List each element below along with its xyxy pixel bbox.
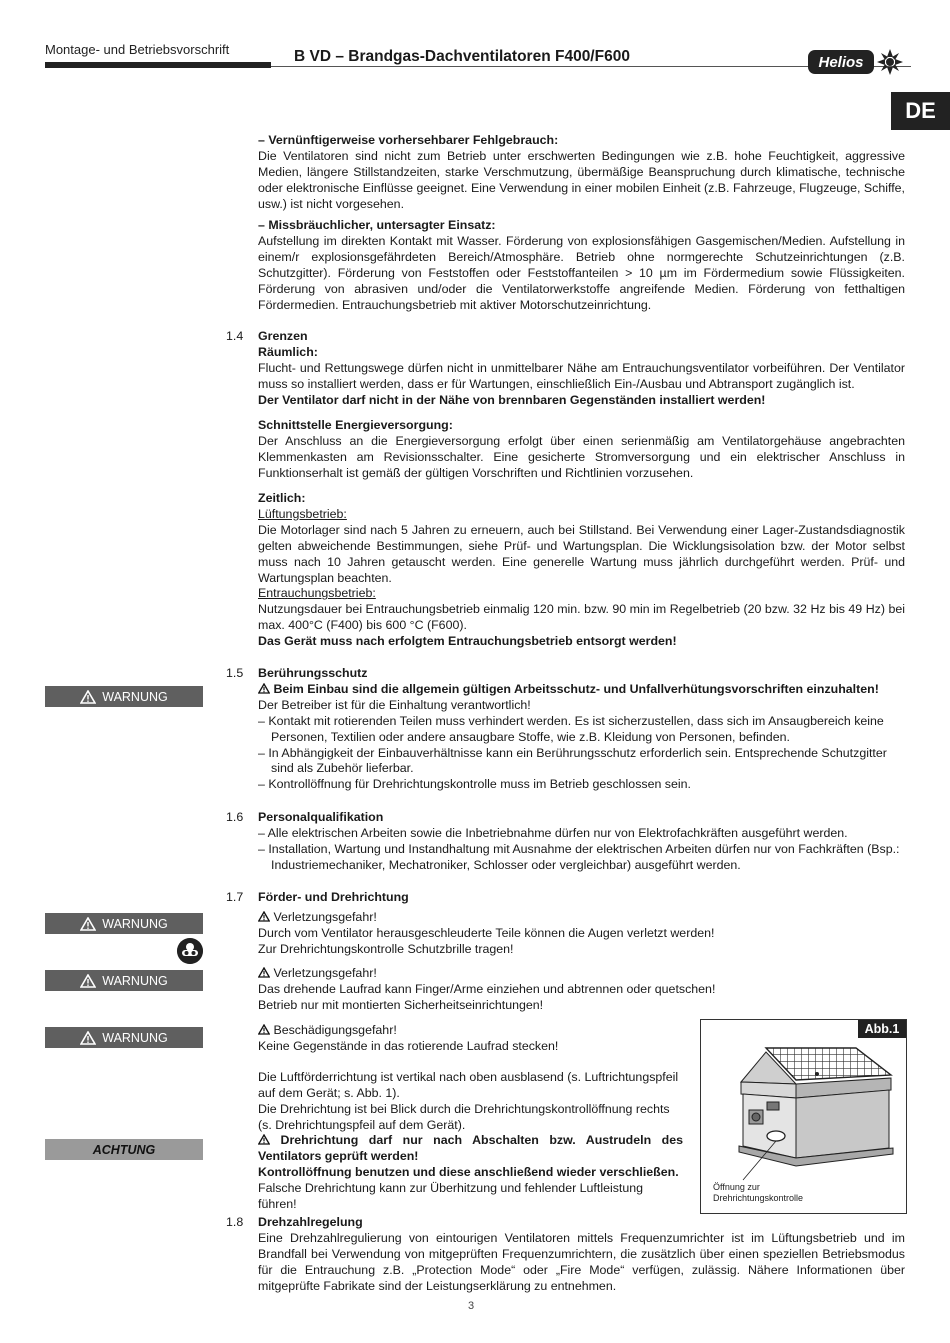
list-item: – Alle elektrischen Arbeiten sowie die Inbetriebnahme dürfen nur von Elektrofachkräften ausgeführt werden. [258, 825, 848, 840]
time-heading: Zeitlich: [258, 491, 306, 505]
figure-caption-line: Öffnung zur [713, 1182, 760, 1192]
spatial-text: Flucht- und Rettungswege dürfen nicht in unmittelbarer Nähe am Entrauchungsventilator vorbeiführen. Der Ventilator muss so installiert werden, dass er für Wartungen, einschließlich Ein-/Ausbau und Abtransport zugänglich ist. [258, 360, 905, 391]
warning-triangle-icon [258, 911, 270, 922]
power-text: Der Anschluss an die Energieversorgung erfolgt über einen serienmäßig am Ventilatorgehäuse angebrachten Klemmenkasten am Revisionsschalter. Eine gesicherte Stromversorgung und ein elektrischer Anschluss in Funktionserhalt ist gemäß der gültigen Vorschriften und Richtlinien vorzusehen. [258, 433, 905, 480]
section-1-5 [258, 666, 905, 793]
misuse-text: Die Ventilatoren sind nicht zum Betrieb unter erschwerten Bedingungen wie z.B. hohe Feuchtigkeit, aggressive Medien, längere Stillstandzeiten, starke Verschmutzung, übermäßige Beanspruchung durch klimatische, technische oder elektronische Einflüsse geeignet. Eine Verwendung in einer mobilen Einheit (z.B. Fahrzeuge, Flugzeuge, Schiffe, usw.) ist nicht vorgesehen. [258, 148, 905, 211]
forbidden-block [258, 218, 905, 313]
header-rule-dark [45, 62, 271, 68]
warning-triangle-icon [258, 1024, 270, 1035]
warning-label: WARNUNG [102, 1030, 168, 1045]
figure-abb1 [700, 1019, 907, 1214]
section-number: 1.6 [226, 810, 244, 824]
caution-text: Kontrollöffnung benutzen und diese anschließend wieder verschließen. [258, 1165, 679, 1180]
warning-triangle-icon [80, 974, 96, 988]
section-1-4 [258, 329, 905, 409]
section-1-6 [258, 810, 905, 874]
warning-heading: Verletzungsgefahr! [273, 966, 377, 980]
figure-label: Abb.1 [858, 1020, 906, 1038]
section-number: 1.5 [226, 666, 244, 680]
warning-badge [45, 970, 203, 991]
forbidden-heading: – Missbräuchlicher, untersagter Einsatz: [258, 218, 496, 232]
section-1-7-title [258, 890, 905, 906]
operator-note: Der Betreiber ist für die Einhaltung verantwortlich! [258, 697, 531, 712]
misuse-heading: – Vernünftigerweise vorhersehbarer Fehlgebrauch: [258, 133, 559, 147]
speed-control-text: Eine Drehzahlregulierung von eintourigen Ventilatoren mittels Frequenzumrichter ist im Lüftungsbetrieb und im Brandfall bei Verwendung von mitgeprüften Frequenzumrichtern, die zusätzlich über einen speziellen Betriebsmodus für die Entrauchung z.B. „Protection Mode“ oder „Fire Mode“ verfügen, zulässig. Nähere Informationen über mitgeprüfte Fabrikate sind der Leistungserklärung zu entnehmen. [258, 1230, 905, 1293]
section-number: 1.8 [226, 1215, 244, 1229]
roof-fan-illustration [731, 1040, 901, 1190]
ventilation-text: Die Motorlager sind nach 5 Jahren zu erneuern, auch bei Stillstand. Bei Verwendung einer Lager-Zustandsdiagnostik gelten abweichende Bestimmungen, siehe Prüf- und Wartungsplan. Die Wicklungsisolation bzw. der Motor selbst muss nach 10 Jahren getauscht werden. Eine generelle Wartung muss jährlich durchgeführt werden. Prüf- und Wartungsplan beachten. [258, 522, 905, 585]
section-1-8 [258, 1215, 905, 1295]
figure-caption [713, 1182, 803, 1204]
section-number: 1.4 [226, 329, 244, 343]
airflow-text: Die Luftförderrichtung ist vertikal nach oben ausblasend (s. Luftrichtungspfeil auf dem Gerät; s. Abb. 1). [258, 1069, 679, 1100]
warning-triangle-icon [80, 1031, 96, 1045]
section-title: Grenzen [258, 329, 308, 343]
smoke-extraction-heading: Entrauchungsbetrieb: [258, 586, 376, 601]
warning-triangle-icon [80, 917, 96, 931]
section-title: Personalqualifikation [258, 810, 384, 824]
warning-badge [45, 913, 203, 934]
section-title: Berührungsschutz [258, 666, 368, 680]
warning-badge [45, 1027, 203, 1048]
power-interface [258, 418, 905, 482]
warning-text: Zur Drehrichtungskontrolle Schutzbrille tragen! [258, 941, 514, 956]
warning-triangle-icon [258, 967, 270, 978]
warning-text: Durch vom Ventilator herausgeschleuderte Teile können die Augen verletzt werden! [258, 925, 715, 940]
warning-text: Keine Gegenstände in das rotierende Laufrad stecken! [258, 1038, 559, 1053]
caution-note: Falsche Drehrichtung kann zur Überhitzung und fehlender Luftleistung führen! [258, 1181, 644, 1212]
warning-text: Betrieb nur mit montierten Sicherheitseinrichtungen! [258, 997, 544, 1012]
warning-badge [45, 686, 203, 707]
warning-text: Das drehende Laufrad kann Finger/Arme einziehen und abtrennen oder quetschen! [258, 981, 716, 996]
rotation-text: Die Drehrichtung ist bei Blick durch die Drehrichtungskontrollöffnung rechts (s. Drehrichtungspfeil auf dem Gerät). [258, 1101, 670, 1132]
warning-label: WARNUNG [102, 973, 168, 988]
doc-type: Montage- und Betriebsvorschrift [45, 42, 230, 57]
list-item: – Kontakt mit rotierenden Teilen muss verhindert werden. Es ist sicherzustellen, dass sich im Ansaugbereich keine Personen, Textilien oder andere ansaugbare Stoffe, wie z.B. Kleidung von Personen, befinden. [258, 713, 884, 744]
time-limits [258, 491, 905, 650]
spatial-warning: Der Ventilator darf nicht in der Nähe von brennbaren Gegenständen installiert werden! [258, 392, 766, 407]
warning-triangle-icon [258, 1134, 270, 1145]
power-heading: Schnittstelle Energieversorgung: [258, 418, 453, 432]
injury-warning-2 [258, 966, 905, 1014]
damage-warning [258, 1023, 683, 1213]
ventilation-heading: Lüftungsbetrieb: [258, 506, 347, 521]
warning-heading: Beschädigungsgefahr! [273, 1023, 397, 1037]
figure-caption-line: Drehrichtungskontrolle [713, 1193, 804, 1203]
smoke-extraction-warning: Das Gerät muss nach erfolgtem Entrauchungsbetrieb entsorgt werden! [258, 634, 677, 649]
list-item: – In Abhängigkeit der Einbauverhältnisse kann ein Berührungsschutz erforderlich sein. Entsprechende Schutzgitter sind als Zubehör lieferbar. [258, 745, 887, 776]
caution-text: Drehrichtung darf nur nach Abschalten bzw. Austrudeln des Ventilators geprüft werden! [258, 1133, 683, 1164]
language-tab: DE [891, 92, 950, 130]
svg-text:Helios: Helios [818, 54, 864, 71]
injury-warning-1 [258, 910, 905, 958]
helios-logo [806, 44, 904, 78]
misuse-block [258, 133, 905, 213]
page-number: 3 [468, 1300, 475, 1312]
warning-label: WARNUNG [102, 916, 168, 931]
section-number: 1.7 [226, 890, 244, 904]
list-item: – Kontrollöffnung für Drehrichtungskontrolle muss im Betrieb geschlossen sein. [258, 777, 691, 792]
safety-goggles-icon [177, 938, 203, 964]
warning-label: WARNUNG [102, 689, 168, 704]
smoke-extraction-text: Nutzungsdauer bei Entrauchungsbetrieb einmalig 120 min. bzw. 90 min im Regelbetrieb (20 bzw. 32 Hz bis 49 Hz) bei max. 400°C (F400) bis 600 °C (F600). [258, 602, 905, 633]
list-item: – Installation, Wartung und Instandhaltung mit Ausnahme der elektrischen Arbeiten dürfen nur von Fachkräften (Bsp.: Industriemechaniker, Mechatroniker, Schlosser oder vergleichbar) ausgeführt werden. [258, 841, 900, 872]
section-title: Förder- und Drehrichtung [258, 890, 409, 904]
warning-triangle-icon [258, 683, 270, 694]
caution-badge: ACHTUNG [45, 1139, 203, 1160]
warning-triangle-icon [80, 690, 96, 704]
protection-warning: Beim Einbau sind die allgemein gültigen Arbeitsschutz- und Unfallverhütungsvorschriften einzuhalten! [273, 681, 879, 696]
document-title: B VD – Brandgas-Dachventilatoren F400/F600 [294, 48, 630, 65]
warning-heading: Verletzungsgefahr! [273, 910, 377, 924]
section-title: Drehzahlregelung [258, 1215, 363, 1229]
spatial-heading: Räumlich: [258, 344, 318, 359]
forbidden-text: Aufstellung im direkten Kontakt mit Wasser. Förderung von explosionsfähigen Gasgemischen/Medien. Aufstellung in einem/r explosionsgefährdeten Bereich/Atmosphäre. Betrieb ohne normgerechte Schutzeinrichtungen (z.B. Schutzgitter). Förderung von Feststoffen oder Feststoffanteilen > 10 µm im Fördermedium sowie Flüssigkeiten. Förderung von abrasiven und/oder die Ventilatorwerkstoffe angreifende Medien. Förderung von fetthaltigen Fördermedien. Entrauchungsbetrieb mit aktiver Motorschutzeinrichtung. [258, 233, 905, 312]
